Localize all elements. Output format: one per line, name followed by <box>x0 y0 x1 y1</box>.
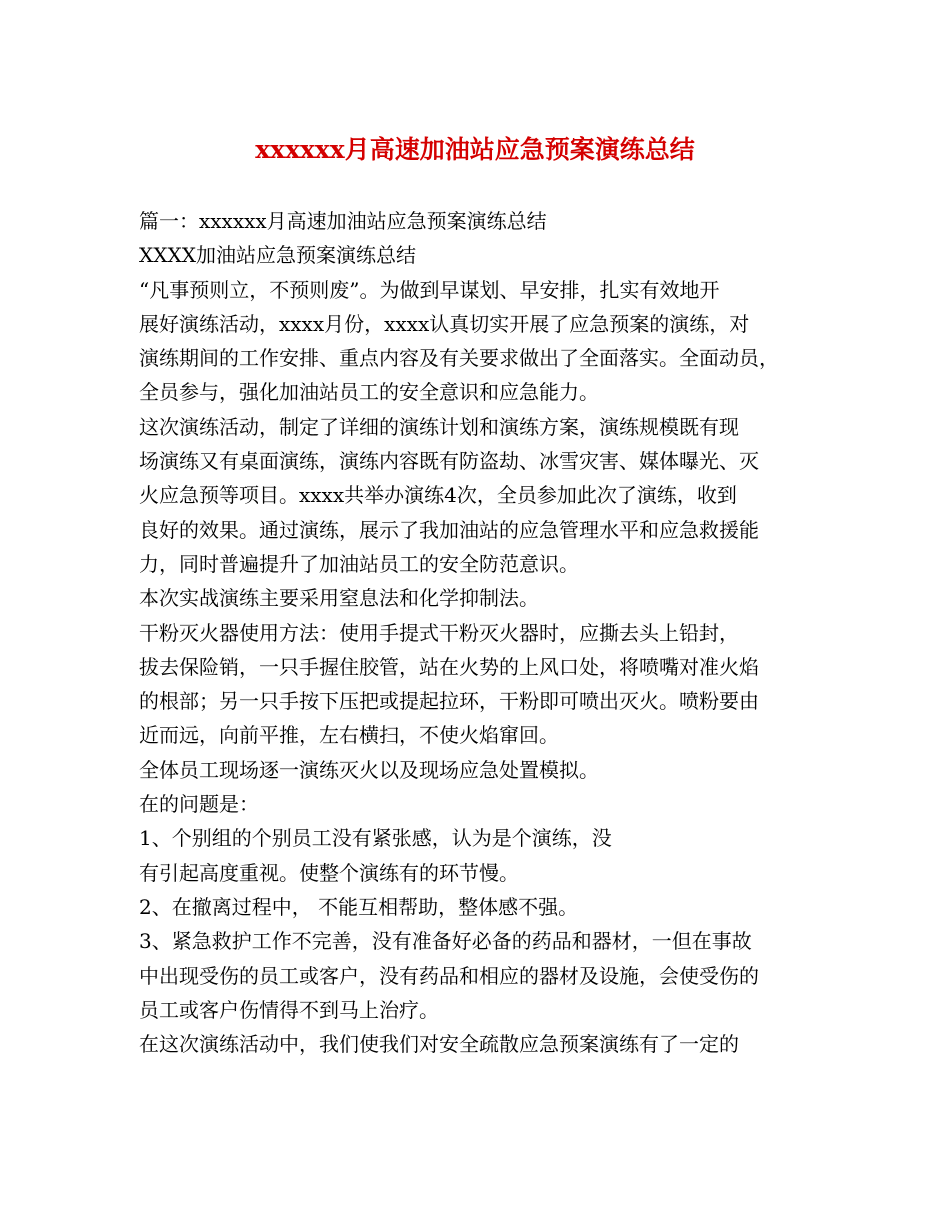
body-line: 中出现受伤的员工或客户，没有药品和相应的器材及设施，会使受伤的 <box>139 963 759 988</box>
body-line: 力，同时普遍提升了加油站员工的安全防范意识。 <box>139 551 579 576</box>
body-line: 展好演练活动，xxxx月份，xxxx认真切实开展了应急预案的演练，对 <box>139 311 750 336</box>
body-line: “凡事预则立，不预则废”。为做到早谋划、早安排，扎实有效地开 <box>139 277 720 302</box>
body-line: 全体员工现场逐一演练灭火以及现场应急处置模拟。 <box>139 757 599 782</box>
body-line: 在的问题是： <box>139 792 259 817</box>
body-line: 演练期间的工作安排、重点内容及有关要求做出了全面落实。全面动员， <box>139 346 779 371</box>
body-line: 2、在撤离过程中， 不能互相帮助，整体感不强。 <box>139 894 579 919</box>
body-line: 篇一：xxxxxx月高速加油站应急预案演练总结 <box>139 209 547 233</box>
body-line: 拔去保险销，一只手握住胶管，站在火势的上风口处，将喷嘴对准火焰 <box>139 654 759 679</box>
body-line: XXXX加油站应急预案演练总结 <box>139 243 416 268</box>
body-line: 本次实战演练主要采用窒息法和化学抑制法。 <box>139 586 539 611</box>
document-title: xxxxxx月高速加油站应急预案演练总结 <box>255 135 695 164</box>
body-line: 全员参与，强化加油站员工的安全意识和应急能力。 <box>139 380 599 405</box>
body-line: 干粉灭火器使用方法：使用手提式干粉灭火器时，应撕去头上铅封， <box>139 620 739 645</box>
body-line: 的根部；另一只手按下压把或提起拉环，干粉即可喷出灭火。喷粉要由 <box>139 689 759 714</box>
body-line: 员工或客户伤情得不到马上治疗。 <box>139 997 439 1022</box>
body-line: 这次演练活动，制定了详细的演练计划和演练方案，演练规模既有现 <box>139 414 739 439</box>
document-body <box>139 204 819 1061</box>
body-line: 1、个别组的个别员工没有紧张感，认为是个演练，没 <box>139 826 612 851</box>
body-line: 在这次演练活动中，我们使我们对安全疏散应急预案演练有了一定的 <box>139 1032 739 1057</box>
body-line: 近而远，向前平推，左右横扫，不使火焰窜回。 <box>139 723 559 748</box>
body-line: 3、紧急救护工作不完善，没有准备好必备的药品和器材，一但在事故 <box>139 929 752 954</box>
body-line: 良好的效果。通过演练，展示了我加油站的应急管理水平和应急救援能 <box>139 517 759 542</box>
body-line: 场演练又有桌面演练，演练内容既有防盗劫、冰雪灾害、媒体曝光、灭 <box>139 449 759 474</box>
body-line: 火应急预等项目。xxxx共举办演练4次，全员参加此次了演练，收到 <box>139 483 737 508</box>
body-line: 有引起高度重视。使整个演练有的环节慢。 <box>139 860 519 885</box>
